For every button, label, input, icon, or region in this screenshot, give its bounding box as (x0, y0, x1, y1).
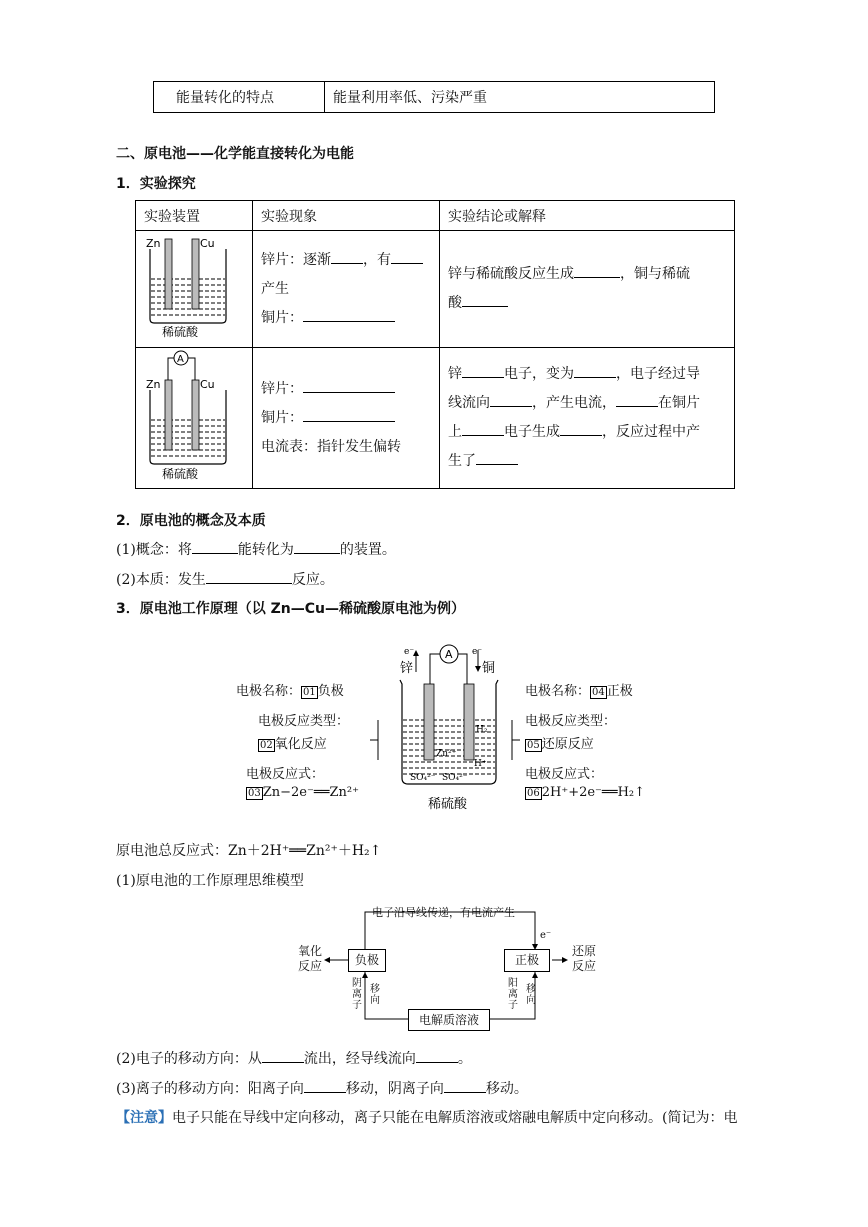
sub-heading-1: 1．实验探究 (116, 176, 196, 192)
cu-label-2: Cu (200, 378, 215, 391)
left-eq (246, 785, 359, 800)
ion-zn-label: Zn²⁺ (436, 749, 457, 759)
model-electrolyte-box: 电解质溶液 (408, 1009, 490, 1031)
electron-c: 。 (457, 1051, 472, 1067)
right-type-label: 电极反应类型： (525, 714, 617, 729)
right-type-text: 还原反应 (541, 737, 594, 752)
concept-c: 的装置。 (339, 542, 396, 558)
ion-b: 移动，阴离子向 (345, 1081, 444, 1097)
ion-a: (3)离子的移动方向：阳离子向 (116, 1081, 304, 1097)
phen-cu: 铜片： (261, 309, 303, 326)
energy-table (153, 81, 715, 113)
zinc-label: 锌 (400, 661, 414, 676)
note-text: 电子只能在导线中定向移动，离子只能在电解质溶液或熔融电解质中定向移动。(简记为：电 (172, 1110, 738, 1126)
header-apparatus: 实验装置 (136, 201, 253, 231)
essence-a: (2)本质：发生 (116, 572, 206, 588)
solution-label-2: 稀硫酸 (162, 467, 199, 481)
c2-3c: ，反应过程中产 (602, 424, 700, 440)
solution-label-1: 稀硫酸 (162, 325, 199, 339)
note-line (116, 1107, 737, 1127)
cell-solution-label: 稀硫酸 (428, 797, 468, 812)
badge-02: 02 (260, 740, 273, 751)
phen-zn-b: ，有 (363, 251, 391, 268)
header-phenomenon: 实验现象 (253, 201, 440, 231)
left-electrode-name (236, 680, 344, 699)
badge-04: 04 (592, 687, 605, 698)
meter-label-2: A (177, 354, 184, 365)
model-diagram (290, 898, 610, 1034)
model-top-text: 电子沿导线传递，有电流产生 (372, 906, 515, 919)
essence-line (116, 569, 334, 589)
phen2-meter: 电流表：指针发生偏转 (261, 438, 401, 455)
ion-h-label: H⁺ (474, 759, 487, 769)
electron-direction (116, 1048, 472, 1068)
e-left-label: e⁻ (404, 647, 415, 657)
model-oxidation: 氧化 反应 (298, 944, 323, 973)
energy-label: 能量转化的特点 (154, 82, 325, 113)
concl-1c: 酸 (448, 295, 462, 311)
concept-a: (1)概念：将 (116, 542, 192, 558)
phenomenon-cell-1 (253, 231, 440, 348)
header-conclusion: 实验结论或解释 (440, 201, 735, 231)
c2-2c: 在铜片 (658, 395, 700, 411)
concl-1a: 锌与稀硫酸反应生成 (448, 266, 574, 282)
ion-c: 移动。 (485, 1081, 528, 1097)
phen-zn-a: 锌片：逐渐 (261, 251, 331, 268)
c2-3a: 上 (448, 424, 462, 440)
energy-value: 能量利用率低、污染严重 (325, 82, 715, 113)
c2-3b: 电子生成 (504, 424, 560, 440)
electron-a: (2)电子的移动方向：从 (116, 1051, 262, 1067)
cu-label-1: Cu (200, 237, 215, 250)
gas-label: H₂ (476, 725, 488, 735)
model-positive-box: 正极 (504, 949, 550, 972)
ion-so4a-label: SO₄²⁻ (410, 773, 436, 783)
concl-1b: ，铜与稀硫 (620, 266, 690, 282)
model-negative-box: 负极 (348, 949, 386, 972)
badge-01: 01 (303, 687, 316, 698)
model-e-label: e⁻ (540, 930, 552, 941)
badge-06: 06 (527, 788, 540, 799)
beaker-diagram-2 (136, 348, 252, 484)
ion-so4b-label: SO₄²⁻ (442, 773, 468, 783)
c2-1b: 电子，变为 (504, 366, 574, 382)
sub-heading-3: 3．原电池工作原理（以 Zn—Cu—稀硫酸原电池为例） (116, 601, 465, 617)
badge-05: 05 (527, 740, 540, 751)
essence-b: 反应。 (291, 572, 334, 588)
left-name: 负极 (317, 684, 344, 699)
right-name-label: 电极名称： (525, 684, 591, 699)
concept-line (116, 539, 396, 559)
conclusion-cell-1 (440, 231, 735, 348)
c2-4a: 生了 (448, 453, 476, 469)
model-anion: 阴 离 子 (352, 978, 362, 1011)
model-cation: 阳 离 子 (508, 978, 518, 1011)
ion-direction (116, 1078, 528, 1098)
model-title: (1)原电池的工作原理思维模型 (116, 873, 304, 889)
right-type (525, 733, 594, 752)
galvanic-cell-diagram (370, 640, 520, 820)
model-move-left: 移 向 (370, 984, 380, 1006)
zn-label-2: Zn (146, 378, 161, 391)
phen-zn-c: 产生 (261, 280, 289, 297)
apparatus-cell-2 (136, 348, 253, 489)
badge-03: 03 (248, 788, 261, 799)
conclusion-cell-2 (440, 348, 735, 489)
left-type (258, 733, 327, 752)
model-reduction: 还原 反应 (572, 944, 597, 973)
zn-label-1: Zn (146, 237, 161, 250)
electron-b: 流出，经导线流向 (303, 1051, 416, 1067)
left-name-label: 电极名称： (236, 684, 302, 699)
phenomenon-cell-2 (253, 348, 440, 489)
right-electrode-name (525, 680, 633, 699)
beaker-diagram-1 (136, 231, 252, 343)
right-eq-text: 2H⁺+2e⁻══H₂↑ (541, 785, 646, 800)
concept-b: 能转化为 (237, 542, 294, 558)
experiment-table (135, 200, 735, 489)
c2-1c: ，电子经过导 (616, 366, 700, 382)
left-eq-label: 电极反应式： (246, 767, 325, 782)
phen2-zn: 锌片： (261, 380, 303, 397)
e-right-label: e⁻ (472, 647, 483, 657)
section-heading: 二、原电池——化学能直接转化为电能 (116, 146, 354, 162)
c2-2a: 线流向 (448, 395, 490, 411)
sub-heading-2: 2．原电池的概念及本质 (116, 513, 266, 529)
c2-1a: 锌 (448, 366, 462, 382)
left-type-label: 电极反应类型： (258, 714, 350, 729)
cell-meter-label: A (445, 648, 453, 661)
copper-label: 铜 (482, 661, 496, 676)
note-tag: 【注意】 (116, 1110, 172, 1126)
c2-2b: ，产生电流， (532, 395, 616, 411)
left-eq-text: Zn−2e⁻══Zn²⁺ (262, 785, 359, 800)
phen2-cu: 铜片： (261, 409, 303, 426)
model-move-right: 移 向 (526, 984, 536, 1006)
right-eq-label: 电极反应式： (525, 767, 604, 782)
right-name: 正极 (606, 684, 633, 699)
total-reaction: 原电池总反应式：Zn＋2H⁺══Zn²⁺＋H₂↑ (116, 843, 382, 859)
apparatus-cell-1 (136, 231, 253, 348)
right-eq (525, 785, 645, 800)
left-type-text: 氧化反应 (274, 737, 327, 752)
